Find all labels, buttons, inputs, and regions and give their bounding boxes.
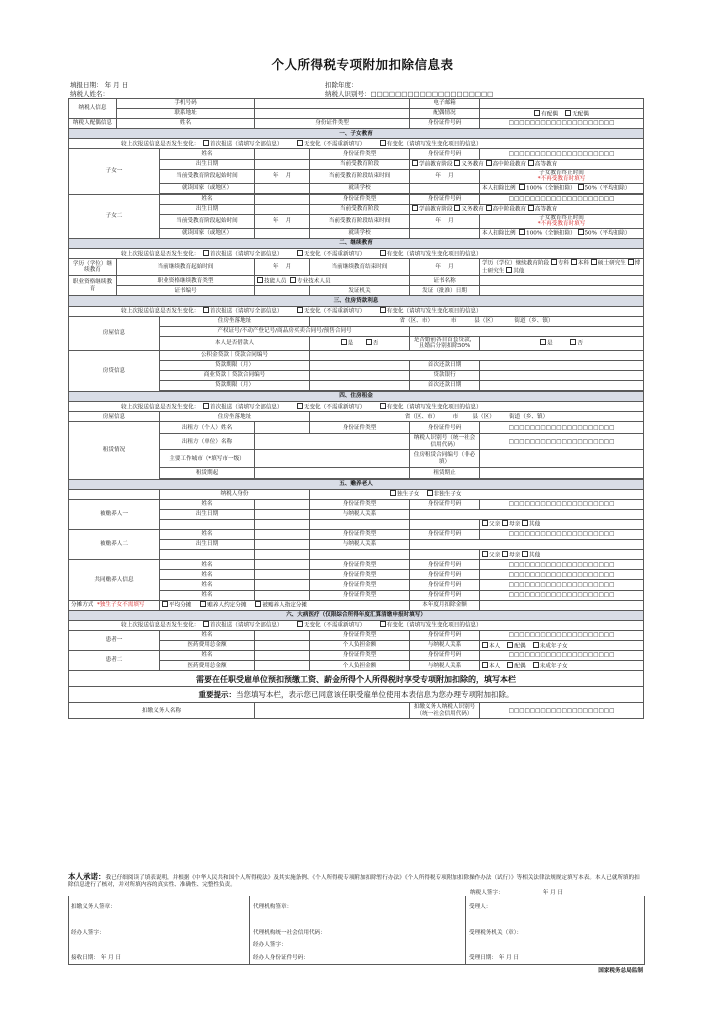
form-cell: 身份证件类型: [310, 570, 410, 580]
form-cell: 身份证件类型: [310, 499, 410, 509]
section-children-education: 一、子女教育: [69, 129, 644, 139]
form-cell[interactable]: □□□□□□□□□□□□□□□□□□□□: [480, 422, 644, 434]
form-cell[interactable]: 省（区、市） 市 县（区） 街道（乡、镇）: [310, 316, 644, 326]
form-cell: 身份证件类型: [310, 560, 410, 570]
form-cell: 就读国家（或地区）: [160, 183, 255, 193]
form-cell[interactable]: 较上次报送信息是否发生变化： 首次报送（请填写全部信息） 无变化（不需重新填写） 有变化（请填写发生变化项目的信息）: [69, 402, 644, 412]
deduct-year: 扣除年度：: [325, 81, 358, 89]
form-cell: 商业贷款｜贷款合同编号: [160, 370, 310, 380]
form-cell: 与纳税人关系: [410, 661, 480, 671]
child2-label: 子女二: [69, 194, 160, 238]
form-cell: 身份证件类型: [255, 119, 410, 129]
form-cell: [410, 183, 480, 193]
form-cell: [310, 519, 410, 529]
form-cell: 姓名: [160, 570, 255, 580]
form-cell: [410, 519, 480, 529]
taxpayer-name-label: 纳税人姓名：: [70, 90, 109, 98]
form-cell: [410, 228, 480, 238]
form-table: [68, 98, 644, 719]
form-cell: 当前受教育阶段结束时间: [310, 169, 410, 183]
form-cell: 租赁期起: [160, 468, 255, 478]
statement: 本人承诺：我已仔细阅读了填表说明，并根据《中华人民共和国个人所得税法》及其实施条例、《个人所得税专项附加扣除暂行办法》《个人所得税专项附加扣除操作办法（试行）》等相关法律法规规定填写本表。本人已就所填的扣除信息进行了核对，并对所填内容的真实性、准确性、完整性负责。: [68, 872, 640, 888]
form-cell: 身份证件号码: [410, 149, 480, 159]
form-cell: 姓名: [160, 560, 255, 570]
form-cell[interactable]: □□□□□□□□□□□□□□□□□□□□: [480, 149, 644, 159]
form-cell: [480, 468, 644, 478]
section-housing-rent: 四、住房租金: [69, 392, 644, 402]
form-cell: 身份证件号码: [410, 590, 480, 600]
form-cell[interactable]: □□□□□□□□□□□□□□□□□□□□: [480, 530, 644, 540]
form-cell: 分摊方式 *独生子女不需填写: [69, 600, 160, 610]
form-cell: 医药费用总金额: [160, 661, 255, 671]
form-cell[interactable]: 是 否: [480, 336, 644, 350]
form-cell: 与纳税人关系: [310, 509, 410, 519]
form-cell: 与纳税人关系: [410, 641, 480, 651]
form-cell: [255, 228, 310, 238]
form-cell: 身份证件号码: [410, 194, 480, 204]
form-cell: 姓名: [160, 630, 255, 640]
form-cell: 住房坐落地址: [160, 316, 310, 326]
form-cell: 身份证件号码: [410, 422, 480, 434]
form-cell: [310, 350, 644, 360]
form-cell: 患者一: [69, 630, 160, 650]
form-cell: 身份证件号码: [410, 499, 480, 509]
form-cell: [255, 560, 310, 570]
form-cell: 与纳税人关系: [310, 540, 410, 550]
form-cell: [480, 276, 644, 286]
form-cell: 出生日期: [160, 540, 255, 550]
form-cell: 个人负担金额: [310, 641, 410, 651]
form-cell: 姓名: [160, 580, 255, 590]
form-cell: 纳税人配偶信息: [69, 119, 117, 129]
form-cell: [255, 661, 310, 671]
phone-field[interactable]: [255, 99, 410, 109]
form-cell: 联系地址: [117, 109, 255, 119]
form-cell: 年 月: [255, 214, 310, 228]
form-cell: [255, 450, 410, 468]
form-cell: [255, 509, 310, 519]
form-cell: 扣缴义务人纳税人识别号（统一社会信用代码）: [410, 703, 480, 719]
section-elderly-support: 五、赡养老人: [69, 479, 644, 489]
form-cell: [480, 381, 644, 391]
form-cell[interactable]: [255, 703, 410, 719]
form-cell: 子女教育终止时间 *不再受教育时填写: [480, 214, 644, 228]
form-cell: 当前继续教育起始时间: [117, 259, 255, 276]
form-cell[interactable]: □□□□□□□□□□□□□□□□□□□□: [480, 434, 644, 450]
form-cell: 就读学校: [310, 183, 410, 193]
form-cell[interactable]: 省（区、市） 市 县（区） 街道（乡、镇）: [310, 412, 644, 422]
form-cell: 本人是否借款人: [160, 336, 310, 350]
fill-date: 填报日期： 年 月 日: [70, 81, 129, 89]
form-cell[interactable]: 技能人员 专业技术人员: [255, 276, 410, 286]
form-cell: 住房租赁合同编号（非必填）: [410, 450, 480, 468]
form-cell: 主要工作城市（*填写市一级）: [160, 450, 255, 468]
form-cell: 当前受教育阶段起始时间: [160, 214, 255, 228]
form-cell: 身份证件类型: [310, 580, 410, 590]
section-housing-loan: 三、住房贷款利息: [69, 296, 644, 306]
form-cell[interactable]: □□□□□□□□□□□□□□□□□□□□: [480, 630, 644, 640]
form-cell: 就读国家（或地区）: [160, 228, 255, 238]
form-cell[interactable]: 较上次报送信息是否发生变化： 首次报送（请填写全部信息） 无变化（不需重新填写） 有变化（请填写发生变化项目的信息）: [69, 249, 644, 259]
form-cell: [410, 509, 644, 519]
form-cell: 身份证件号码: [410, 580, 480, 590]
form-cell: 手机号码: [117, 99, 255, 109]
form-cell[interactable]: 本人扣除比例 100%（全额扣除） 50%（平均扣除）: [480, 183, 644, 193]
form-cell: 姓名: [160, 499, 255, 509]
footer-issuer: 国家税务总局监制: [598, 968, 643, 974]
form-cell: 出租方（个人）姓名: [160, 422, 255, 434]
form-cell: [255, 530, 310, 540]
form-cell: [255, 519, 310, 529]
form-cell: [255, 183, 310, 193]
form-cell[interactable]: 学前教育阶段 义务教育 高中阶段教育 高等教育: [410, 204, 644, 214]
form-cell: 身份证件类型: [310, 651, 410, 661]
form-cell[interactable]: □□□□□□□□□□□□□□□□□□□□: [480, 499, 644, 509]
form-cell: 被赡养人二: [69, 530, 160, 560]
form-cell: 身份证件号码: [410, 651, 480, 661]
form-cell: 个人负担金额: [310, 661, 410, 671]
form-cell[interactable]: 父亲 母亲 其他: [480, 550, 644, 560]
form-cell: [255, 641, 310, 651]
form-cell: [160, 550, 255, 560]
form-cell: [255, 149, 310, 159]
form-cell: 纳税人身份: [160, 489, 310, 499]
form-cell[interactable]: 独生子女 非独生子女: [310, 489, 644, 499]
form-cell[interactable]: □□□□□□□□□□□□□□□□□□□□: [480, 580, 644, 590]
form-title: 个人所得税专项附加扣除信息表: [271, 57, 454, 72]
form-cell: [480, 360, 644, 370]
form-cell[interactable]: □□□□□□□□□□□□□□□□□□□□: [480, 651, 644, 661]
form-cell[interactable]: □□□□□□□□□□□□□□□□□□□□: [480, 703, 644, 719]
form-cell: [255, 540, 310, 550]
form-cell[interactable]: □□□□□□□□□□□□□□□□□□□□: [480, 194, 644, 204]
form-cell: 出生日期: [160, 204, 255, 214]
form-cell: 年 月: [410, 214, 480, 228]
form-cell: [255, 550, 310, 560]
child1-label: 子女一: [69, 149, 160, 194]
form-cell: 出生日期: [160, 159, 255, 169]
form-cell: 重要提示：当您填写本栏，表示您已同意该任职受雇单位使用本表信息为您办理专项附加扣除。: [69, 687, 644, 703]
form-cell: 姓名: [160, 651, 255, 661]
form-cell: 租赁期止: [410, 468, 480, 478]
form-cell: 身份证件号码: [410, 530, 480, 540]
form-cell: 被赡养人一: [69, 499, 160, 529]
form-cell: [255, 434, 410, 450]
form-cell[interactable]: 父亲 母亲 其他: [480, 519, 644, 529]
form-cell: 年 月: [410, 169, 480, 183]
form-cell: 扣缴义务人名称: [69, 703, 255, 719]
form-cell: 当前受教育阶段起始时间: [160, 169, 255, 183]
form-cell: 房屋信息: [69, 316, 160, 350]
form-cell: 配偶情况: [410, 109, 480, 119]
form-cell: 姓名: [160, 530, 255, 540]
form-cell: 住房坐落地址: [160, 412, 310, 422]
form-cell: [255, 194, 310, 204]
form-cell: 公积金贷款｜贷款合同编号: [160, 350, 310, 360]
form-cell: 本年度月扣除金额: [410, 600, 480, 610]
form-cell: [255, 422, 310, 434]
form-cell: 证书名称: [410, 276, 480, 286]
form-cell: 身份证件号码: [410, 119, 480, 129]
form-cell: 当前受教育阶段: [310, 159, 410, 169]
form-cell: 姓名: [160, 194, 255, 204]
form-cell: 年 月: [255, 259, 310, 276]
form-cell: 产权证号/不动产登记号/商品房买卖合同号/预售合同号: [160, 326, 410, 336]
form-cell[interactable]: 学前教育阶段 义务教育 高中阶段教育 高等教育: [410, 159, 644, 169]
form-cell: [255, 570, 310, 580]
form-cell: [310, 370, 410, 380]
form-cell[interactable]: 本人 配偶 未成年子女: [480, 641, 644, 651]
taxpayer-sign[interactable]: 纳税人签字： 年 月 日: [470, 890, 564, 896]
section-continuing-education: 二、继续教育: [69, 239, 644, 249]
form-cell: [480, 600, 644, 610]
form-cell: 发证机关: [310, 286, 410, 296]
form-cell: [310, 550, 410, 560]
form-cell: 贷款银行: [410, 370, 480, 380]
form-cell: [255, 286, 310, 296]
form-cell: 身份证件类型: [310, 590, 410, 600]
form-cell: [69, 489, 160, 499]
form-cell: 租赁情况: [69, 422, 160, 479]
email-field[interactable]: [480, 99, 644, 109]
form-cell: [410, 550, 480, 560]
form-cell: [255, 580, 310, 590]
form-cell: 电子邮箱: [410, 99, 480, 109]
form-cell: 当前受教育阶段: [310, 204, 410, 214]
form-cell: 年 月: [410, 259, 480, 276]
form-cell[interactable]: [410, 326, 644, 336]
marital-options[interactable]: 有配偶 无配偶: [480, 109, 644, 119]
form-cell: 是否婚前各自首套贷款，且婚后分别扣除50%: [410, 336, 480, 350]
form-cell[interactable]: □□□□□□□□□□□□□□□□□□□□: [480, 570, 644, 580]
form-cell: 姓名: [160, 590, 255, 600]
form-cell: 出租方（单位）名称: [160, 434, 255, 450]
form-cell: 贷款期限（月）: [160, 381, 310, 391]
address-field[interactable]: [255, 109, 410, 119]
form-cell: 身份证件号码: [410, 570, 480, 580]
form-cell: 身份证件类型: [310, 149, 410, 159]
form-cell: 共同赡养人信息: [69, 560, 160, 600]
form-cell: [255, 651, 310, 661]
form-cell: [410, 540, 644, 550]
form-cell: 姓名: [117, 119, 255, 129]
form-cell[interactable]: 学历（学位）继续教育阶段 专科 本科 硕士研究生 博士研究生 其他: [480, 259, 644, 276]
form-cell[interactable]: 较上次报送信息是否发生变化： 首次报送（请填写全部信息） 无变化（不需重新填写） 有变化（请填写发生变化项目的信息）: [69, 139, 644, 149]
form-cell: [480, 450, 644, 468]
section-medical: 六、大病医疗（仅限综合所得年度汇算清缴申报时填写）: [69, 610, 644, 620]
form-cell: 医药费用总金额: [160, 641, 255, 651]
form-cell: 纳税人识别号（统一社会信用代码）: [410, 434, 480, 450]
form-cell: 就读学校: [310, 228, 410, 238]
form-cell[interactable]: 平均分摊 赡养人约定分摊 被赡养人指定分摊: [160, 600, 410, 610]
form-cell: 身份证件类型: [310, 630, 410, 640]
form-cell: 贷款期限（月）: [160, 360, 310, 370]
form-cell[interactable]: 是 否: [310, 336, 410, 350]
form-cell: 学历（学位）继续教育: [69, 259, 117, 276]
form-cell: 患者二: [69, 651, 160, 671]
employer-notice: 需要在任职受雇单位预扣预缴工资、薪金所得个人所得税时享受专项附加扣除的，填写本栏: [69, 671, 644, 687]
form-cell: 首次还款日期: [410, 360, 480, 370]
form-cell: 房贷信息: [69, 350, 160, 391]
form-cell: 职业资格继续教育类型: [117, 276, 255, 286]
form-cell: 姓名: [160, 149, 255, 159]
form-cell: [160, 519, 255, 529]
form-cell: [480, 286, 644, 296]
form-cell: 当前受教育阶段结束时间: [310, 214, 410, 228]
form-cell: 年 月: [255, 169, 310, 183]
form-cell[interactable]: □□□□□□□□□□□□□□□□□□□□: [480, 590, 644, 600]
form-cell[interactable]: 较上次报送信息是否发生变化： 首次报送（请填写全部信息） 无变化（不需重新填写） 有变化（请填写发生变化项目的信息）: [69, 306, 644, 316]
form-cell: 子女教育终止时间 *不再受教育时填写: [480, 169, 644, 183]
form-cell[interactable]: 较上次报送信息是否发生变化： 首次报送（请填写全部信息） 无变化（不需重新填写） 有变化（请填写发生变化项目的信息）: [69, 620, 644, 630]
form-cell: [255, 499, 310, 509]
form-cell: 身份证件号码: [410, 630, 480, 640]
form-cell: [255, 630, 310, 640]
taxpayer-info-label: 纳税人信息: [69, 99, 117, 119]
form-cell: 房屋信息: [69, 412, 160, 422]
spouse-id-boxes[interactable]: □□□□□□□□□□□□□□□□□□□□: [480, 119, 644, 129]
form-cell: [480, 370, 644, 380]
form-cell: 职业资格继续教育: [69, 276, 117, 296]
form-cell: [255, 159, 310, 169]
form-cell: 身份证件类型: [310, 530, 410, 540]
form-cell: 当前继续教育结束时间: [310, 259, 410, 276]
form-cell: 身份证件类型: [310, 194, 410, 204]
form-cell: 身份证件类型: [310, 422, 410, 434]
taxpayer-id-label: 纳税人识别号：□□□□□□□□□□□□□□□□□□□□: [325, 90, 494, 98]
form-cell[interactable]: 本人扣除比例 100%（全额扣除） 50%（平均扣除）: [480, 228, 644, 238]
form-cell[interactable]: 本人 配偶 未成年子女: [480, 661, 644, 671]
form-cell: 首次还款日期: [410, 381, 480, 391]
form-cell: 身份证件号码: [410, 560, 480, 570]
form-cell: [255, 590, 310, 600]
form-cell[interactable]: □□□□□□□□□□□□□□□□□□□□: [480, 560, 644, 570]
form-cell: [255, 468, 410, 478]
form-cell: [255, 204, 310, 214]
signature-block: 扣缴义务人签章： 经办人签字： 接收日期： 年 月 日 代理机构签章： 代理机构统一社会信用代码： 经办人签字： 经办人身份证件号码： 受理人： 受理税务机关（章）： 受理日期： 年 月 日: [68, 896, 645, 965]
form-cell: 证书编号: [117, 286, 255, 296]
form-cell: 出生日期: [160, 509, 255, 519]
form-cell: 发证（批准）日期: [410, 286, 480, 296]
form-cell: [310, 360, 410, 370]
form-cell: [310, 381, 410, 391]
